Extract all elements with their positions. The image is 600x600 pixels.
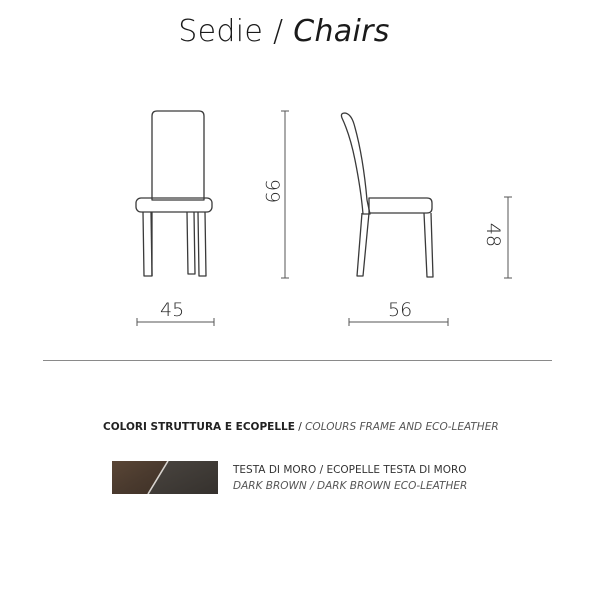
color-swatch-dark-brown bbox=[112, 461, 218, 494]
colors-heading bbox=[103, 421, 499, 433]
swatch-label-it: TESTA DI MORO / ECOPELLE TESTA DI MORO bbox=[233, 464, 467, 476]
dim-label-height: 99 bbox=[261, 178, 284, 204]
dim-line-seat-height bbox=[504, 197, 512, 278]
section-divider bbox=[43, 360, 552, 361]
side-backrest-shape bbox=[341, 113, 370, 214]
title-separator: / bbox=[272, 14, 284, 49]
title-english: Chairs bbox=[293, 14, 390, 49]
colors-heading-en: COLOURS FRAME AND ECO-LEATHER bbox=[305, 421, 499, 433]
front-leg-right-outer bbox=[198, 212, 206, 276]
dim-label-depth: 56 bbox=[388, 299, 413, 321]
side-seat-shape bbox=[369, 198, 432, 213]
colors-heading-sep: / bbox=[294, 421, 306, 433]
colors-heading-it: COLORI STRUTTURA E ECOPELLE bbox=[103, 421, 295, 433]
front-leg-right-inner bbox=[187, 212, 195, 274]
side-back-leg bbox=[357, 213, 369, 276]
side-front-leg bbox=[424, 213, 433, 277]
title-italian: Sedie bbox=[178, 14, 264, 49]
chair-front-view bbox=[136, 111, 212, 276]
swatch-label-en: DARK BROWN / DARK BROWN ECO-LEATHER bbox=[233, 480, 468, 492]
dim-label-width: 45 bbox=[160, 299, 185, 321]
chair-side-view bbox=[341, 113, 433, 277]
front-backrest-shape bbox=[152, 111, 204, 200]
dim-label-seat-height: 48 bbox=[482, 222, 505, 248]
